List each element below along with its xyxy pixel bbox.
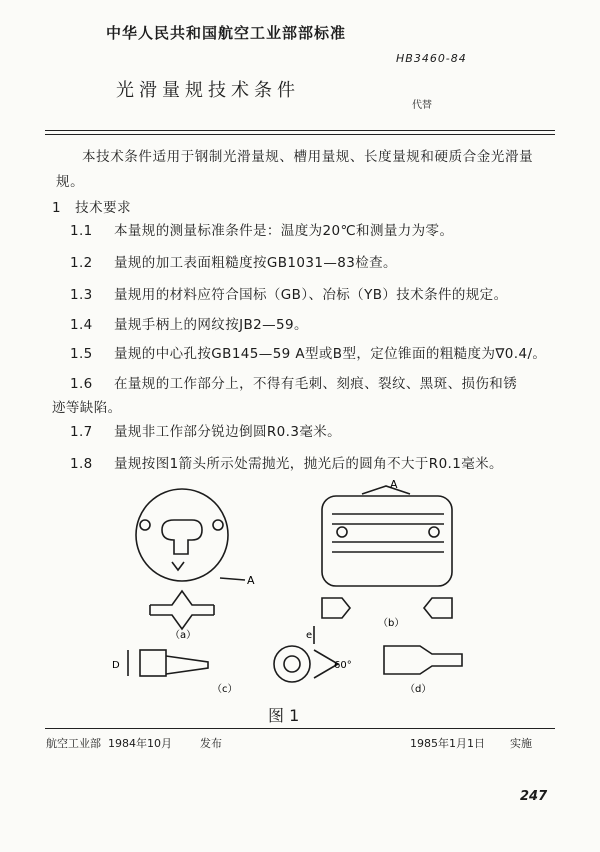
clause-number: 1.5 [70,346,93,362]
clause-1-1 [70,219,560,243]
gauge-b [322,486,452,618]
clause-number: 1.2 [70,255,93,271]
clause-1-3 [70,283,560,307]
page-number: 247 [520,789,548,804]
footer-issuer: 航空工业部 [46,737,101,750]
label-d: （d） [405,684,432,695]
document-title: 光滑量规技术条件 [116,80,300,101]
figure-1-drawing [100,480,500,702]
gauge-c [128,650,208,676]
standard-code: HB3460-84 [396,52,467,65]
footer-effective-word: 实施 [510,737,532,750]
section-heading: 1 技术要求 [52,200,132,216]
label-D: D [112,660,120,671]
standard-organization: 中华人民共和国航空工业部部标准 [106,24,347,42]
clause-number: 1.4 [70,317,93,333]
clause-number: 1.6 [70,376,93,392]
clause-1-4 [70,313,560,337]
clause-1-6 [52,372,560,420]
footer-issue-date: 1984年10月 [108,737,172,750]
clause-number: 1.1 [70,223,93,239]
figure-caption: 图 1 [268,706,300,725]
label-e: e [306,630,313,641]
clause-text: 量规的中心孔按GB145—59 A型或B型，定位锥面的粗糙度为∇0.4/。 [114,346,547,362]
clause-text: 本量规的测量标准条件是：温度为20℃和测量力为零。 [114,223,454,239]
footer-effective-date: 1985年1月1日 [410,737,485,750]
header-divider-bottom [45,134,555,135]
footer-issue-word: 发布 [200,737,222,750]
clause-text: 量规非工作部分锐边倒圆R0.3毫米。 [114,424,342,440]
clause-1-7 [70,420,560,444]
clause-number: 1.3 [70,287,93,303]
label-c: （c） [212,684,238,695]
footer-divider [45,728,555,729]
clause-1-8 [70,452,560,476]
header-divider-top [45,130,555,131]
label-A-b: A [390,480,398,491]
clause-text: 量规手柄上的网纹按JB2—59。 [114,317,308,333]
clause-1-2 [70,251,560,275]
label-a: （a） [170,630,197,641]
clause-1-5 [70,342,560,366]
replaces-label: 代替 [412,100,432,111]
gauge-a [136,489,245,629]
clause-number: 1.8 [70,456,93,472]
clause-text-continued: 迹等缺陷。 [52,400,122,416]
clause-text: 量规按图1箭头所示处需抛光，抛光后的圆角不大于R0.1毫米。 [114,456,503,472]
clause-text: 在量规的工作部分上，不得有毛刺、刻痕、裂纹、黑斑、损伤和锈 [114,376,518,392]
clause-number: 1.7 [70,424,93,440]
intro-paragraph: 本技术条件适用于钢制光滑量规、槽用量规、长度量规和硬质合金光滑量规。 [56,149,534,190]
gauge-d [384,646,462,674]
clause-text: 量规用的材料应符合国标（GB）、冶标（YB）技术条件的规定。 [114,287,508,303]
label-angle: 60° [334,660,352,671]
label-A-a: A [247,574,255,587]
label-b: （b） [378,618,405,629]
clause-text: 量规的加工表面粗糙度按GB1031—83检查。 [114,255,397,271]
